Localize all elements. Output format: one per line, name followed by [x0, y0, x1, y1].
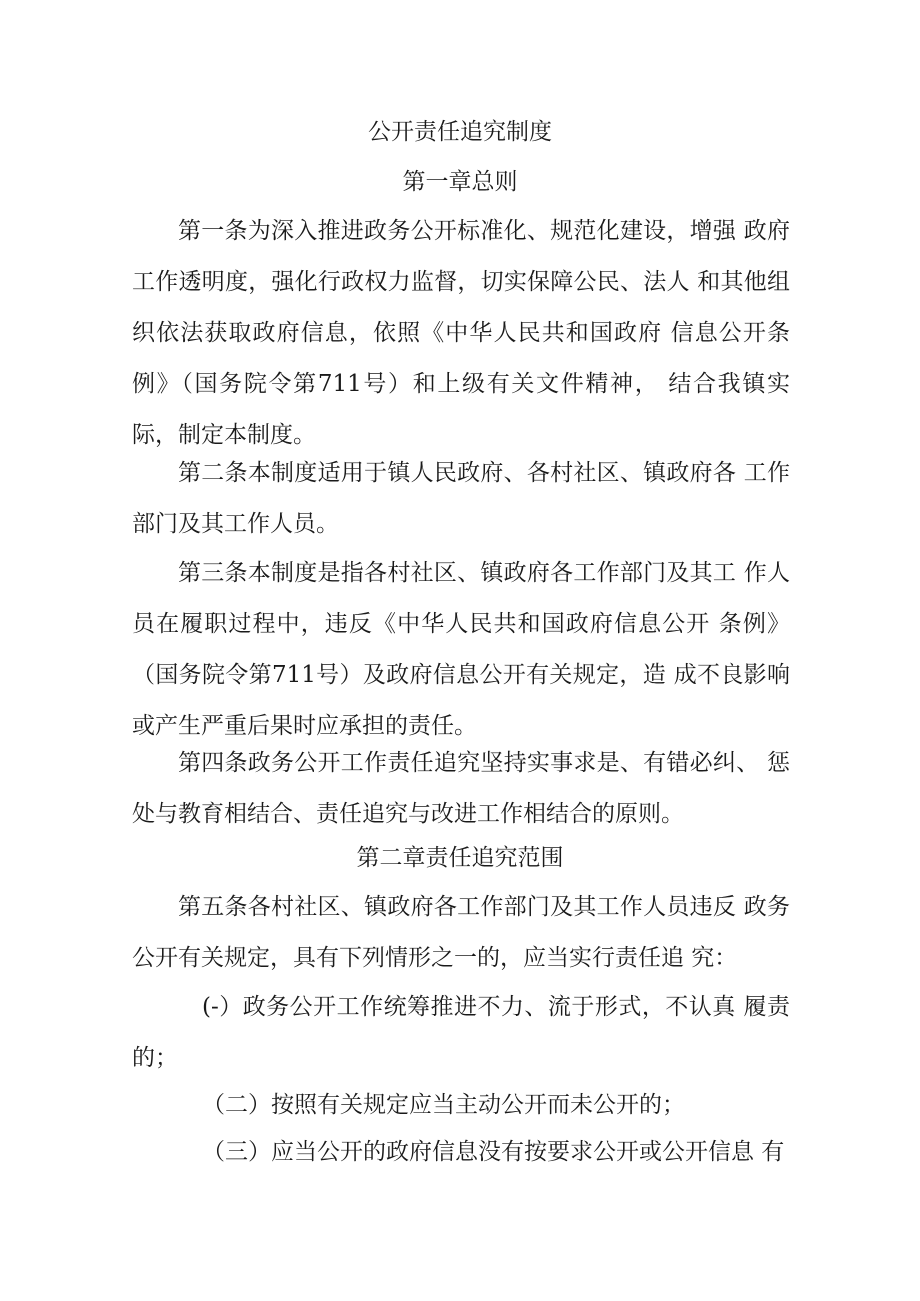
article-4-paragraph: 第四条政务公开工作责任追究坚持实事求是、有错必纠、 惩处与教育相结合、责任追究与改进工作相结合的原则。 — [132, 750, 790, 827]
list-item-2: （二）按照有关规定应当主动公开而未公开的； — [202, 1092, 685, 1118]
article-5-paragraph: 第五条各村社区、镇政府各工作部门及其工作人员违反 政务公开有关规定，具有下列情形之一的，应当实行责任追 究： — [132, 894, 790, 971]
article-3-paragraph: 第三条本制度是指各村社区、镇政府各工作部门及其工 作人员在履职过程中，违反《中华人民共和国政府信息公开 条例》（国务院令第711号）及政府信息公开有关规定，造 成不良影响或产生严重后果时应承担的责任。 — [132, 560, 790, 739]
list-item-1: (-）政务公开工作统筹推进不力、流于形式，不认真 履责的； — [132, 994, 790, 1071]
list-item-3: （三）应当公开的政府信息没有按要求公开或公开信息 有 — [202, 1139, 785, 1165]
document-title: 公开责任追究制度 — [368, 119, 552, 145]
article-1-paragraph: 第一条为深入推进政务公开标准化、规范化建设，增强 政府工作透明度，强化行政权力监督，切实保障公民、法人 和其他组织依法获取政府信息，依照《中华人民共和国政府 信息公开条例》（国务院令第711号）和上级有关文件精神， 结合我镇实际，制定本制度。 — [132, 218, 790, 448]
article-2-paragraph: 第二条本制度适用于镇人民政府、各村社区、镇政府各 工作部门及其工作人员。 — [132, 460, 790, 537]
chapter-heading-scope: 第二章责任追究范围 — [356, 845, 564, 871]
chapter-heading-general: 第一章总则 — [402, 169, 518, 195]
